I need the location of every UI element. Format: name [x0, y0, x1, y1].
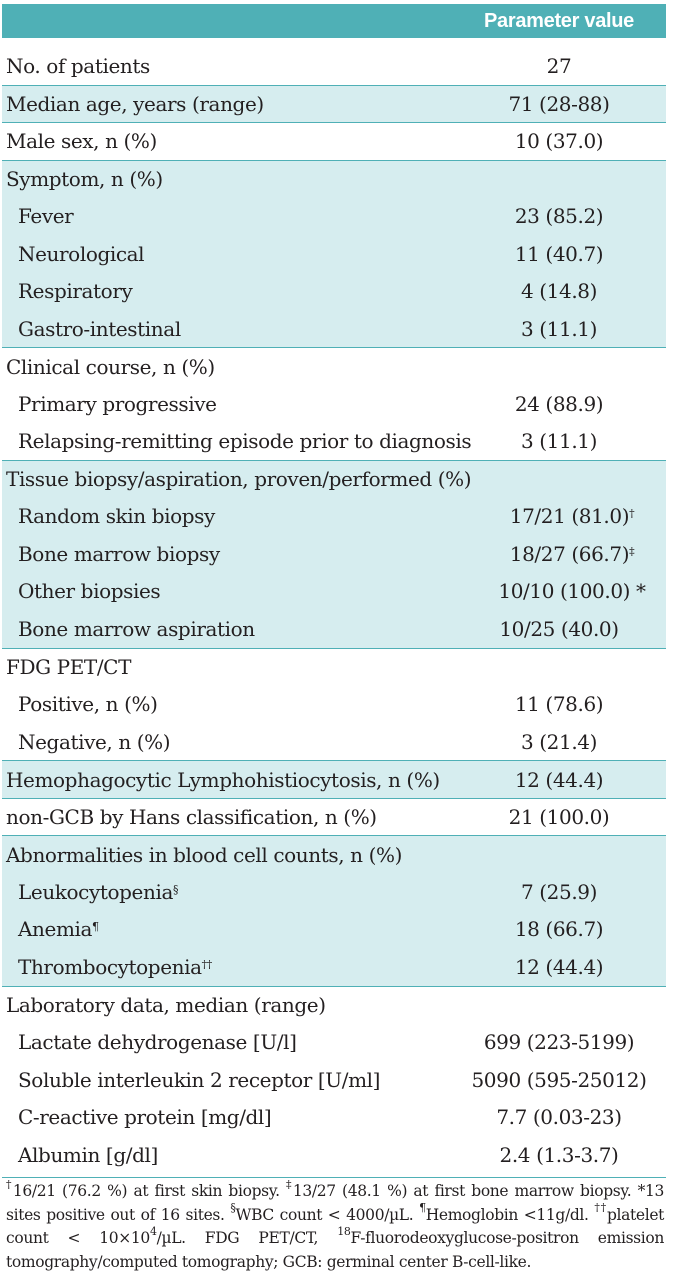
row-label [18, 1023, 297, 1061]
row-value-text: 2.4 (1.3-3.7) [499, 1142, 619, 1167]
row-label-text: Tissue biopsy/aspiration, proven/performed (%) [6, 467, 472, 492]
row-label-text: No. of patients [6, 53, 150, 78]
footnote-mark: § [230, 1201, 236, 1215]
row-value [452, 799, 666, 836]
row-label-text: Negative, n (%) [18, 729, 171, 754]
row-label-text: Laboratory data, median (range) [6, 992, 326, 1017]
table-row [2, 610, 666, 648]
row-value [452, 272, 666, 310]
row-label [18, 1098, 271, 1136]
row-label [6, 761, 440, 798]
row-value [452, 610, 666, 648]
row-label-text: Neurological [18, 241, 145, 266]
table-row [2, 948, 666, 986]
row-label [18, 310, 181, 348]
row-value-text: 18 (66.7) [514, 917, 604, 942]
row-label-text: Lactate dehydrogenase [U/l] [18, 1029, 297, 1054]
table-row [2, 272, 666, 310]
row-label [18, 197, 73, 235]
table-row [2, 1061, 666, 1099]
row-value [452, 987, 666, 1024]
footnote-mark: ¶ [419, 1201, 426, 1215]
row-label-text: Gastro-intestinal [18, 316, 181, 341]
row-label [18, 685, 157, 723]
table-row [2, 498, 666, 536]
row-value [452, 685, 666, 723]
row-label-text: Median age, years (range) [6, 91, 264, 116]
bottom-rule [2, 1177, 666, 1178]
row-label-text: Albumin [g/dl] [18, 1142, 158, 1167]
table-header [2, 4, 666, 38]
row-label-text: Other biopsies [18, 579, 161, 604]
row-value [452, 47, 666, 85]
row-value [452, 836, 666, 873]
row-label-text: Bone marrow biopsy [18, 541, 220, 566]
table-row [2, 347, 666, 385]
footnote-mark: 4 [149, 1224, 157, 1238]
footnote-mark: †† [594, 1201, 607, 1215]
table-row [2, 460, 666, 498]
row-label [6, 123, 157, 160]
row-value [452, 385, 666, 423]
row-value-text: 17/21 (81.0) [509, 504, 630, 529]
row-label [6, 461, 471, 498]
table-row [2, 648, 666, 686]
row-label-text: Soluble interleukin 2 receptor [U/ml] [18, 1067, 381, 1092]
row-value: 18/27 (66.7) ‡ [509, 541, 635, 566]
row-value-text: 3 (11.1) [520, 316, 598, 341]
table-row [2, 1098, 666, 1136]
table-row [2, 197, 666, 235]
row-label-text: Male sex, n (%) [6, 129, 157, 154]
footnote-text: 16/21 (76.2 %) at first skin biopsy. [12, 1182, 280, 1200]
row-value [452, 161, 666, 198]
table-row [2, 835, 666, 873]
footnote-text: 13/27 (48.1 %) at first bone marrow biopsy. *13 sites positive out of 16 sites. [6, 1182, 664, 1224]
row-label [18, 1136, 158, 1174]
table-row [2, 122, 666, 160]
footnote-text: F-fluorodeoxyglucose-positron emission tomography/computed tomography; GCB: germinal center B-cell-like. [6, 1229, 665, 1271]
row-label-text: Symptom, n (%) [6, 166, 163, 191]
row-value [452, 1136, 666, 1174]
row-value [452, 235, 666, 273]
row-value-text: 10/25 (40.0) [499, 616, 619, 641]
table-row [2, 798, 666, 836]
row-label-text: Relapsing-remitting episode prior to diagnosis [18, 429, 472, 454]
row-value [452, 911, 666, 949]
table-row [2, 422, 666, 460]
row-label [6, 836, 402, 873]
row-value [452, 310, 666, 348]
footnote-mark: ‡ [285, 1177, 293, 1191]
row-value [452, 1061, 666, 1099]
table-row [2, 385, 666, 423]
row-label-text: Leukocytopenia [18, 879, 173, 904]
row-value-text: 3 (11.1) [520, 429, 598, 454]
footnote-text: platelet count < 10×10 [6, 1205, 665, 1247]
row-value-text: 21 (100.0) [508, 805, 610, 830]
row-value-text: 10 (37.0) [514, 129, 604, 154]
row-label [18, 422, 471, 460]
row-label [6, 86, 264, 123]
row-label-text: non-GCB by Hans classification, n (%) [6, 805, 377, 830]
footnote-mark: † [6, 1177, 13, 1191]
row-value [452, 86, 666, 123]
row-label [18, 235, 144, 273]
row-label [18, 272, 132, 310]
row-label [6, 47, 150, 85]
header-parameter-value: Parameter value [483, 9, 635, 32]
row-value-text: 3 (21.4) [520, 729, 598, 754]
row-label-text: Anemia [18, 917, 93, 942]
row-value [452, 573, 666, 611]
row-value [452, 197, 666, 235]
row-label [18, 573, 160, 611]
row-value-text: 12 (44.4) [514, 767, 604, 792]
footnote-text: Hemoglobin <11g/dl. [425, 1205, 589, 1224]
row-label-text: Clinical course, n (%) [6, 354, 215, 379]
row-value [452, 422, 666, 460]
row-value-text: 5090 (595-25012) [471, 1067, 647, 1092]
row-value-text: 27 [546, 53, 572, 78]
row-value [452, 649, 666, 686]
table-row [2, 1136, 666, 1174]
table-row [2, 911, 666, 949]
row-value-text: 7 (25.9) [520, 879, 598, 904]
footnote-mark: 18 [337, 1224, 351, 1238]
row-value [452, 461, 666, 498]
table-row [2, 1023, 666, 1061]
row-label [18, 535, 220, 573]
row-value [452, 1023, 666, 1061]
row-label [6, 348, 215, 385]
row-label: Thrombocytopenia †† [18, 954, 212, 979]
row-label-text: Positive, n (%) [18, 692, 158, 717]
table-row [2, 685, 666, 723]
row-label-text: Bone marrow aspiration [18, 616, 255, 641]
row-value-text: 71 (28-88) [508, 91, 610, 116]
row-label-text: Thrombocytopenia [18, 954, 202, 979]
row-value-text: 11 (78.6) [514, 692, 604, 717]
row-label-text: C-reactive protein [mg/dl] [18, 1105, 272, 1130]
row-label [6, 987, 326, 1024]
row-value [452, 348, 666, 385]
table-row [2, 573, 666, 611]
row-label [18, 1061, 380, 1099]
row-label [6, 161, 163, 198]
table-row [2, 47, 666, 85]
row-label-text: FDG PET/CT [6, 655, 132, 680]
row-label: Anemia ¶ [18, 917, 99, 942]
table-row [2, 160, 666, 198]
row-value: 17/21 (81.0) † [509, 504, 635, 529]
row-value-text: 7.7 (0.03-23) [496, 1105, 622, 1130]
row-label-text: Hemophagocytic Lymphohistiocytosis, n (%) [6, 767, 440, 792]
row-value [452, 723, 666, 761]
row-label-text: Respiratory [18, 279, 133, 304]
row-value-text: 24 (88.9) [514, 391, 604, 416]
row-label-text: Abnormalities in blood cell counts, n (%) [6, 842, 403, 867]
table-row [2, 310, 666, 348]
row-label [6, 799, 377, 836]
table-row [2, 723, 666, 761]
row-label [18, 498, 215, 536]
row-label-text: Fever [18, 203, 74, 228]
row-value-text: 18/27 (66.7) [509, 541, 630, 566]
table-row [2, 535, 666, 573]
footnote [6, 1177, 665, 1274]
row-value-text: 12 (44.4) [514, 954, 604, 979]
row-value-text: 11 (40.7) [514, 241, 604, 266]
footnote-text: /µL. FDG PET/CT, [156, 1229, 319, 1247]
row-value-text: 23 (85.2) [514, 203, 604, 228]
row-label [18, 723, 170, 761]
table-row [2, 85, 666, 123]
row-value-text: 10/10 (100.0) * [498, 579, 646, 604]
row-value [452, 761, 666, 798]
row-label [18, 610, 255, 648]
row-value [452, 873, 666, 911]
table-body [2, 47, 666, 1173]
row-value [452, 948, 666, 986]
row-label-text: Primary progressive [18, 391, 217, 416]
table-row [2, 235, 666, 273]
table-row [2, 873, 666, 911]
table-row [2, 986, 666, 1024]
row-label [6, 649, 131, 686]
row-value-text: 4 (14.8) [520, 279, 598, 304]
table-row [2, 760, 666, 798]
row-label-text: Random skin biopsy [18, 504, 215, 529]
row-value [452, 1098, 666, 1136]
row-label [18, 385, 217, 423]
footnote-text: WBC count < 4000/µL. [235, 1205, 414, 1224]
row-value-text: 699 (223-5199) [483, 1029, 635, 1054]
row-label: Leukocytopenia § [18, 879, 179, 904]
row-value [452, 123, 666, 160]
